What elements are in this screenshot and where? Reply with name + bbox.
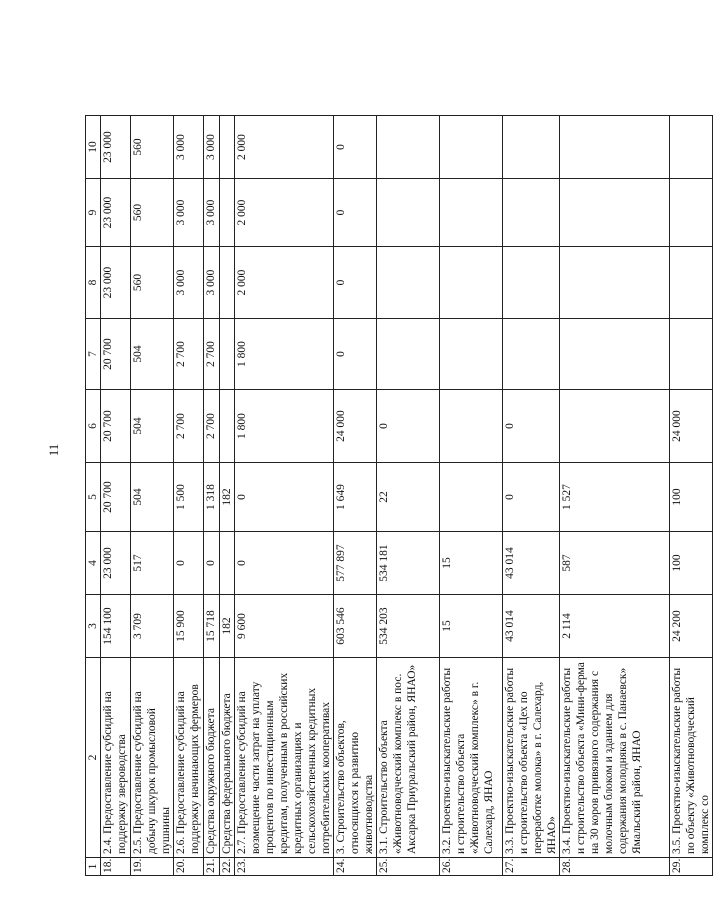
value-cell [220,532,235,595]
value-cell [503,179,560,247]
value-cell [440,179,503,247]
value-cell: 1 318 [204,463,220,532]
header-cell: 9 [86,179,101,247]
value-cell: 15 718 [204,595,220,658]
value-cell: 20 700 [101,390,131,463]
value-cell [440,390,503,463]
header-cell: 4 [86,532,101,595]
row-number: 26. [440,858,503,876]
row-number: 22. [220,858,235,876]
table-row [503,116,560,876]
value-cell: 100 [670,463,713,532]
value-cell: 534 203 [377,595,440,658]
row-number: 27. [503,858,560,876]
value-cell: 0 [334,179,377,247]
value-cell: 1 500 [174,463,204,532]
value-cell: 0 [377,390,440,463]
value-cell: 3 709 [131,595,174,658]
value-cell: 0 [503,463,560,532]
value-cell: 22 [377,463,440,532]
row-name: Средства окружного бюджета [204,658,220,858]
value-cell: 504 [131,390,174,463]
table-row [220,116,235,876]
table-row [670,116,713,876]
row-name: 2.4. Предоставление субсидий на поддержку звероводства [101,658,131,858]
value-cell [220,247,235,319]
value-cell: 504 [131,319,174,390]
value-cell: 3 000 [174,247,204,319]
header-cell: 7 [86,319,101,390]
header-cell: 1 [86,858,101,876]
header-cell: 6 [86,390,101,463]
value-cell: 3 000 [174,179,204,247]
header-cell: 2 [86,658,101,858]
value-cell [440,319,503,390]
row-number: 19. [131,858,174,876]
row-name: 3.3. Проектно-изыскательские работы и строительство объекта «Цех по переработке молока» в г. Салехард, ЯНАО» [503,658,560,858]
value-cell: 2 000 [235,247,334,319]
value-cell: 560 [131,179,174,247]
value-cell: 504 [131,463,174,532]
value-cell [220,116,235,179]
value-cell [377,247,440,319]
table-row [101,116,131,876]
header-cell: 10 [86,116,101,179]
value-cell: 2 700 [204,390,220,463]
value-cell: 0 [204,532,220,595]
row-number: 21. [204,858,220,876]
value-cell: 2 700 [204,319,220,390]
value-cell: 43 014 [503,595,560,658]
row-name: 2.6. Предоставление субсидий на поддержку начинающих фермеров [174,658,204,858]
value-cell: 2 700 [174,390,204,463]
value-cell: 15 [440,595,503,658]
value-cell: 3 000 [174,116,204,179]
value-cell: 15 900 [174,595,204,658]
value-cell: 2 114 [560,595,670,658]
value-cell: 1 800 [235,319,334,390]
row-name: 3. Строительство объектов, относящихся к развитию животноводства [334,658,377,858]
row-number: 24. [334,858,377,876]
row-name: 3.1. Строительство объекта «Животноводческий комплекс в пос. Аксарка Приуральский район, ЯНАО» [377,658,440,858]
value-cell: 43 014 [503,532,560,595]
value-cell: 1 527 [560,463,670,532]
value-cell: 0 [334,116,377,179]
value-cell: 23 000 [101,116,131,179]
value-cell [377,179,440,247]
table-row [174,116,204,876]
row-name: Средства федерального бюджета [220,658,235,858]
value-cell [670,116,713,179]
value-cell: 2 000 [235,116,334,179]
row-number: 23. [235,858,334,876]
value-cell: 20 700 [101,319,131,390]
row-name: 3.2. Проектно-изыскательские работы и строительство объекта «Животноводческий комплекс» в г. Салехард, ЯНАО [440,658,503,858]
value-cell: 3 000 [204,116,220,179]
value-cell: 23 000 [101,247,131,319]
value-cell: 0 [235,532,334,595]
value-cell [670,247,713,319]
value-cell: 517 [131,532,174,595]
value-cell [503,247,560,319]
table-row [204,116,220,876]
value-cell [560,390,670,463]
table-row [560,116,670,876]
value-cell: 15 [440,532,503,595]
value-cell [440,116,503,179]
value-cell: 577 897 [334,532,377,595]
value-cell: 534 181 [377,532,440,595]
value-cell [560,179,670,247]
row-name: 2.7. Предоставление субсидий на возмещение части затрат на уплату процентов по инвестиционным кредитам, полученным в российских кредитных организациях и сельскохозяйственных кредитных потребительских кооперативах [235,658,334,858]
header-row [86,116,101,876]
value-cell: 2 700 [174,319,204,390]
value-cell: 100 [670,532,713,595]
value-cell: 2 000 [235,179,334,247]
page-number: 11 [46,443,61,457]
value-cell [220,390,235,463]
value-cell [220,319,235,390]
value-cell: 23 000 [101,532,131,595]
value-cell: 560 [131,247,174,319]
budget-table [85,115,713,876]
header-cell: 8 [86,247,101,319]
value-cell [670,319,713,390]
row-number: 29. [670,858,713,876]
row-name: 2.5. Предоставление субсидий на добычу шкурок промысловой пушнины [131,658,174,858]
value-cell [377,319,440,390]
value-cell: 23 000 [101,179,131,247]
value-cell [560,247,670,319]
value-cell: 24 000 [334,390,377,463]
row-number: 25. [377,858,440,876]
row-name: 3.4. Проектно-изыскательские работы и строительство объекта «Мини-ферма на 30 коров привязного содержания с молочным блоком и зданием для содержания молодняка в с. Панаевск» Ямальский район, ЯНАО [560,658,670,858]
value-cell: 9 600 [235,595,334,658]
value-cell: 3 000 [204,179,220,247]
value-cell: 603 546 [334,595,377,658]
value-cell [560,319,670,390]
table-row [235,116,334,876]
value-cell: 0 [334,319,377,390]
value-cell: 0 [235,463,334,532]
header-cell: 3 [86,595,101,658]
value-cell: 20 700 [101,463,131,532]
value-cell: 1 649 [334,463,377,532]
value-cell: 0 [174,532,204,595]
table-body [86,116,713,876]
value-cell: 24 200 [670,595,713,658]
value-cell: 560 [131,116,174,179]
value-cell [440,463,503,532]
value-cell: 0 [334,247,377,319]
table-row [440,116,503,876]
table-row [131,116,174,876]
value-cell: 154 100 [101,595,131,658]
row-name: 3.5. Проектно-изыскательские работы по объекту «Животноводческий комплекс со [670,658,713,858]
table-row [334,116,377,876]
row-number: 18. [101,858,131,876]
row-number: 28. [560,858,670,876]
value-cell [670,179,713,247]
value-cell [503,319,560,390]
rotated-table-container [85,116,711,876]
row-number: 20. [174,858,204,876]
value-cell [503,116,560,179]
value-cell [220,179,235,247]
value-cell: 3 000 [204,247,220,319]
value-cell: 0 [503,390,560,463]
value-cell: 1 800 [235,390,334,463]
value-cell [377,116,440,179]
value-cell: 24 000 [670,390,713,463]
header-cell: 5 [86,463,101,532]
value-cell [440,247,503,319]
value-cell: 587 [560,532,670,595]
value-cell: 182 [220,463,235,532]
value-cell [560,116,670,179]
value-cell: 182 [220,595,235,658]
table-row [377,116,440,876]
